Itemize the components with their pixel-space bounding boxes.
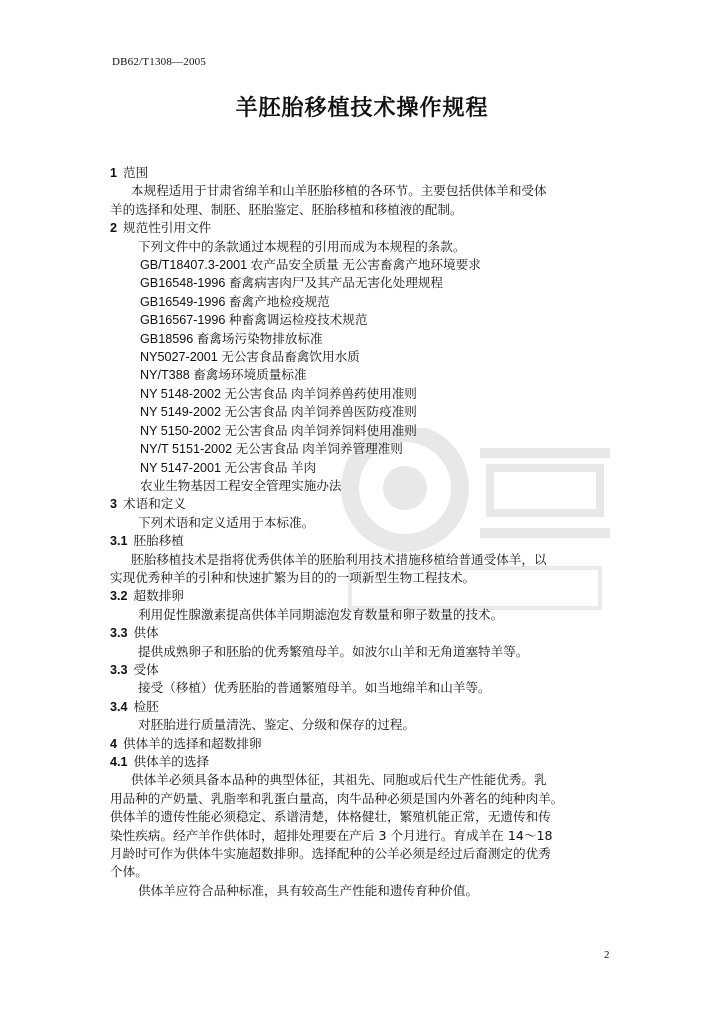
section-number: 3.3 (110, 662, 128, 677)
section-heading (110, 661, 620, 679)
paragraph-text: 接受（移植）优秀胚胎的普通繁殖母羊。如当地绵羊和山羊等。 (138, 680, 491, 696)
reference-item: NY 5150-2002 无公害食品 肉羊饲养饲料使用准则 (140, 423, 417, 438)
section-heading (110, 698, 620, 716)
section-heading (110, 164, 620, 182)
section-title: 供体羊的选择 (133, 754, 210, 769)
paragraph-text: 提供成熟卵子和胚胎的优秀繁殖母羊。如波尔山羊和无角道塞特羊等。 (138, 643, 529, 659)
paragraph-line: 胚胎移植技术是指将优秀供体羊的胚胎利用技术措施移植给普通受体羊，以 (131, 551, 547, 567)
section-number: 4.1 (110, 755, 128, 769)
section-number: 3.3 (110, 626, 128, 641)
reference-item: NY/T388 畜禽场环境质量标准 (140, 368, 307, 383)
reference-item: GB18596 畜禽场污染物排放标准 (140, 331, 323, 346)
section-heading (110, 735, 620, 753)
section-number: 3.1 (110, 534, 128, 549)
paragraph-line: 羊的选择和处理、制胚、胚胎鉴定、胚胎移植和移植液的配制。 (110, 201, 463, 217)
reference-item: GB16567-1996 种畜禽调运检疫技术规范 (140, 313, 368, 328)
section-number: 1 (110, 166, 118, 180)
reference-item: NY5027-2001 无公害食品畜禽饮用水质 (140, 350, 360, 365)
page-number: 2 (604, 949, 610, 961)
section-heading (110, 624, 620, 642)
section-number: 4 (110, 736, 118, 751)
section-number: 3.4 (110, 699, 128, 714)
paragraph-line: 个体。 (110, 864, 148, 880)
reference-item: 农业生物基因工程安全管理实施办法 (140, 478, 342, 493)
paragraph-line: 本规程适用于甘肃省绵羊和山羊胚胎移植的各环节。主要包括供体羊和受体 (131, 183, 547, 199)
paragraph-text: 下列术语和定义适用于本标准。 (138, 514, 315, 530)
paragraph-line: 月龄时可作为供体牛实施超数排卵。选择配种的公羊必须是经过后裔测定的优秀 (110, 846, 551, 862)
reference-item: NY 5148-2002 无公害食品 肉羊饲养兽药使用准则 (140, 386, 417, 401)
reference-item: NY 5147-2001 无公害食品 羊肉 (140, 460, 317, 475)
paragraph-line: 用品种的产奶量、乳脂率和乳蛋白量高，肉牛品种必须是国内外著名的纯种肉羊。 (110, 790, 564, 806)
section-title: 胚胎移植 (133, 533, 184, 549)
reference-item: GB16549-1996 畜禽产地检疫规范 (140, 294, 330, 309)
paragraph-text: 对胚胎进行质量清洗、鉴定、分级和保存的过程。 (138, 717, 416, 733)
section-title: 超数排卵 (133, 588, 184, 604)
section-title: 供体羊的选择和超数排卵 (123, 735, 262, 751)
document-title: 羊胚胎移植技术操作规程 (235, 96, 489, 121)
section-number: 3.2 (110, 589, 128, 604)
section-heading (110, 219, 620, 237)
paragraph-line: 实现优秀种羊的引种和快速扩繁为目的的一项新型生物工程技术。 (110, 569, 476, 585)
section-title: 检胚 (133, 698, 159, 714)
section-number: 3 (110, 497, 118, 512)
paragraph-line: 染性疾病。经产羊作供体时，超排处理要在产后 3 个月进行。育成羊在 14～18 (110, 827, 553, 843)
paragraph-text: 利用促性腺激素提高供体羊同期滤泡发育数量和卵子数量的技术。 (138, 606, 504, 622)
section-heading (110, 495, 620, 513)
paragraph-line: 供体羊的遗传性能必须稳定、系谱清楚，体格健壮，繁殖机能正常，无遗传和传 (110, 809, 551, 825)
paragraph-text: 供体羊应符合品种标准，具有较高生产性能和遗传育种价值。 (138, 882, 479, 898)
reference-item: NY/T 5151-2002 无公害食品 肉羊饲养管理准则 (140, 442, 403, 457)
reference-item: GB16548-1996 畜禽病害肉尸及其产品无害化处理规程 (140, 276, 444, 291)
document-body (110, 164, 620, 900)
section-title: 范围 (123, 165, 149, 180)
paragraph-line: 供体羊必须具备本品种的典型体征，其祖先、同胞或后代生产性能优秀。乳 (131, 772, 547, 788)
section-title: 术语和定义 (123, 496, 186, 512)
standard-code-header: DB62/T1308—2005 (112, 56, 207, 68)
reference-item: NY 5149-2002 无公害食品 肉羊饲养兽医防疫准则 (140, 405, 417, 420)
section-heading (110, 753, 620, 771)
section-title: 规范性引用文件 (123, 220, 212, 236)
section-heading (110, 532, 620, 550)
reference-item: GB/T18407.3-2001 农产品安全质量 无公害畜禽产地环境要求 (140, 258, 481, 273)
paragraph-text: 下列文件中的条款通过本规程的引用而成为本规程的条款。 (138, 238, 466, 254)
section-heading (110, 587, 620, 605)
section-number: 2 (110, 221, 118, 236)
section-title: 受体 (133, 661, 159, 677)
section-title: 供体 (133, 625, 159, 641)
